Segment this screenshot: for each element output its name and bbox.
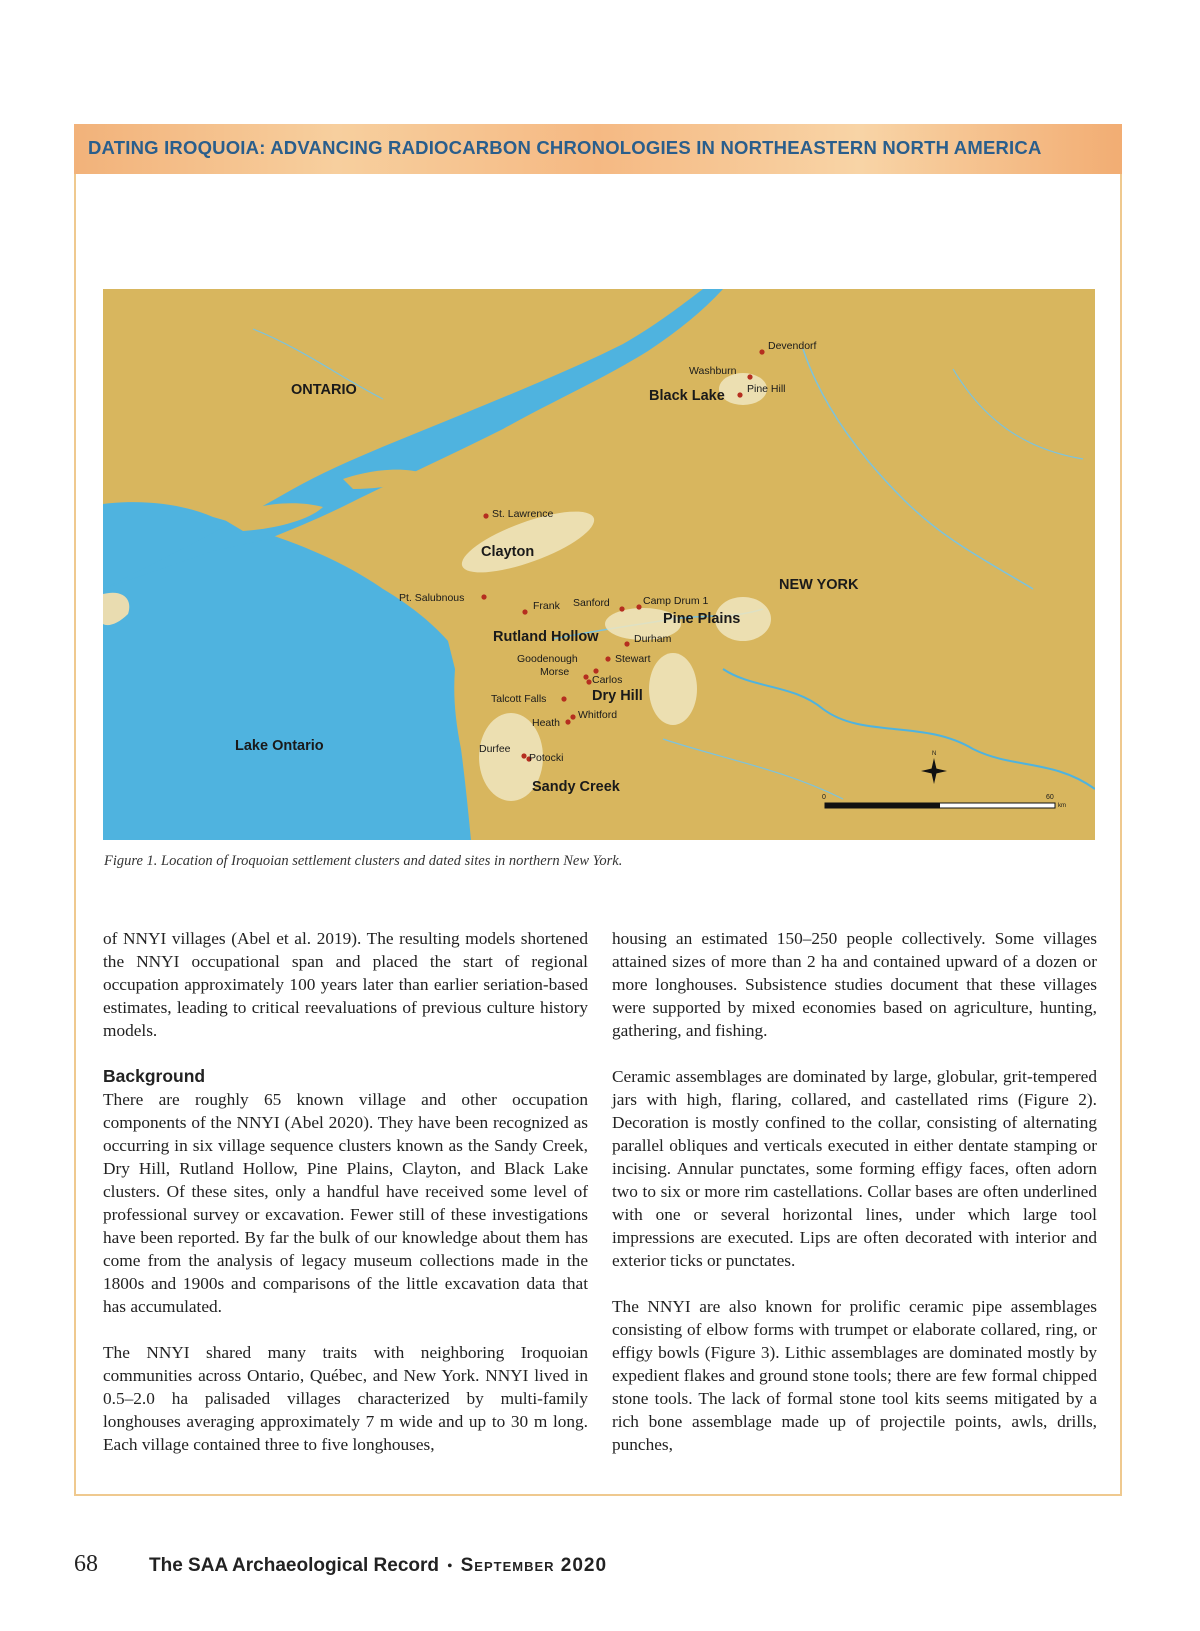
site-dot-heath	[565, 719, 570, 724]
right-paragraph-1: housing an estimated 150–250 people collectively. Some villages attained sizes of more than 2 ha and contained upward of a dozen or more longhouses. Subsistence studies document that these villages were supported by mixed economies based on agriculture, hunting, gathering, and fishing.	[612, 929, 1097, 1040]
north-label: N	[932, 751, 937, 757]
site-dot-st-lawrence	[483, 513, 488, 518]
section-heading-background: Background	[103, 1066, 206, 1086]
site-dot-pine-hill	[737, 392, 742, 397]
label-morse: Morse	[540, 666, 570, 678]
site-dot-devendorf	[759, 349, 764, 354]
right-column	[612, 927, 1097, 1479]
cluster-area-dry-hill	[649, 653, 697, 725]
site-dot-talcott-falls	[561, 696, 566, 701]
label-potocki: Potocki	[529, 752, 564, 764]
journal-title: The SAA Archaeological Record	[149, 1555, 439, 1576]
site-dot-frank	[522, 609, 527, 614]
site-dot-stewart	[605, 656, 610, 661]
right-paragraph-3: The NNYI are also known for prolific ceramic pipe assemblages consisting of elbow forms with trumpet or elaborate collared, ring, or effigy bowls (Figure 3). Lithic assemblages are dominated mostly by expedient flakes and ground stone tools; there are few formal chipped stone tools. The lack of formal stone tool kits seems mitigated by a rich bone assemblage made up of projectile points, awls, drills, punches,	[612, 1297, 1097, 1454]
scale-bar-fill	[825, 803, 940, 808]
label-whitford: Whitford	[578, 709, 618, 721]
label-new-york: NEW YORK	[779, 577, 859, 593]
site-dot-morse	[583, 674, 588, 679]
left-paragraph-3: The NNYI shared many traits with neighboring Iroquoian communities across Ontario, Québec, and New York. NNYI lived in 0.5–2.0 ha palisaded villages characterized by multi-family longhouses averaging approximately 7 m wide and up to 30 m long. Each village contained three to five longhouses,	[103, 1343, 588, 1454]
label-pine-plains: Pine Plains	[663, 611, 741, 627]
label-heath: Heath	[532, 717, 561, 729]
site-dot-carlos	[586, 679, 591, 684]
figure-caption: Figure 1. Location of Iroquoian settlement clusters and dated sites in northern New York.	[104, 853, 623, 869]
label-washburn: Washburn	[689, 365, 737, 377]
site-dot-pt-salubnous	[481, 594, 486, 599]
figure-map	[103, 289, 1095, 840]
label-sandy-creek: Sandy Creek	[532, 779, 620, 795]
label-carlos: Carlos	[592, 674, 623, 686]
right-paragraph-2: Ceramic assemblages are dominated by large, globular, grit-tempered jars with high, flaring, collared, and castellated rims (Figure 2). Decoration is mostly confined to the collar, consisting of alternating parallel obliques and verticals executed in either dentate stamping or incising. Annular punctates, some forming effigy faces, often adorn two to six or more rim castellations. Collar bases are often underlined with one or several horizontal lines, under which large tool impressions are executed. Lips are often decorated with interior and exterior ticks or punctates.	[612, 1067, 1097, 1270]
label-stewart: Stewart	[615, 653, 651, 665]
site-dot-goodenough	[593, 668, 598, 673]
label-lake-ontario: Lake Ontario	[235, 738, 324, 754]
site-dot-camp-drum	[636, 604, 641, 609]
site-dot-durham	[624, 641, 629, 646]
label-camp-drum: Camp Drum 1	[643, 595, 709, 607]
left-paragraph-1: of NNYI villages (Abel et al. 2019). The resulting models shortened the NNYI occupational span and placed the start of regional occupation approximately 100 years later than earlier seriation-based estimates, leading to critical reevaluations of previous culture history models.	[103, 929, 588, 1040]
label-ontario: ONTARIO	[291, 382, 357, 398]
section-header-title: DATING IROQUOIA: ADVANCING RADIOCARBON CHRONOLOGIES IN NORTHEASTERN NORTH AMERICA	[88, 137, 1042, 158]
label-st-lawrence: St. Lawrence	[492, 508, 554, 520]
label-sanford: Sanford	[573, 597, 610, 609]
left-paragraph-2: There are roughly 65 known village and other occupation components of the NNYI (Abel 2020). They have been recognized as occurring in six village sequence clusters known as the Sandy Creek, Dry Hill, Rutland Hollow, Pine Plains, Clayton, and Black Lake clusters. Of these sites, only a handful have received some level of professional survey or excavation. Fewer still of these investigations have been reported. By far the bulk of our knowledge about them has come from the analysis of legacy museum collections made in the 1800s and 1900s and comparisons of the little excavation data that has accumulated.	[103, 1090, 588, 1316]
page-footer	[74, 1551, 607, 1578]
label-talcott-falls: Talcott Falls	[491, 693, 547, 705]
site-dot-durfee	[521, 753, 526, 758]
issue-date: September 2020	[460, 1555, 608, 1576]
site-dot-whitford	[570, 714, 575, 719]
map-svg	[103, 289, 1095, 840]
left-column	[103, 927, 588, 1479]
scale-max: 60	[1046, 794, 1054, 801]
label-pine-hill: Pine Hill	[747, 383, 786, 395]
label-durham: Durham	[634, 633, 672, 645]
label-pt-salubnous: Pt. Salubnous	[399, 592, 465, 604]
label-rutland-hollow: Rutland Hollow	[493, 629, 599, 645]
label-black-lake: Black Lake	[649, 388, 725, 404]
page-number: 68	[74, 1551, 98, 1577]
section-header-band	[74, 124, 1122, 174]
label-dry-hill: Dry Hill	[592, 688, 643, 704]
footer-bullet: •	[447, 1558, 453, 1575]
label-frank: Frank	[533, 600, 560, 612]
site-dot-sanford	[619, 606, 624, 611]
scale-zero: 0	[822, 794, 826, 801]
scale-unit: km	[1058, 803, 1066, 809]
label-clayton: Clayton	[481, 544, 535, 560]
label-goodenough: Goodenough	[517, 653, 578, 665]
label-devendorf: Devendorf	[768, 340, 817, 352]
label-durfee: Durfee	[479, 743, 511, 755]
site-dot-washburn	[747, 374, 752, 379]
